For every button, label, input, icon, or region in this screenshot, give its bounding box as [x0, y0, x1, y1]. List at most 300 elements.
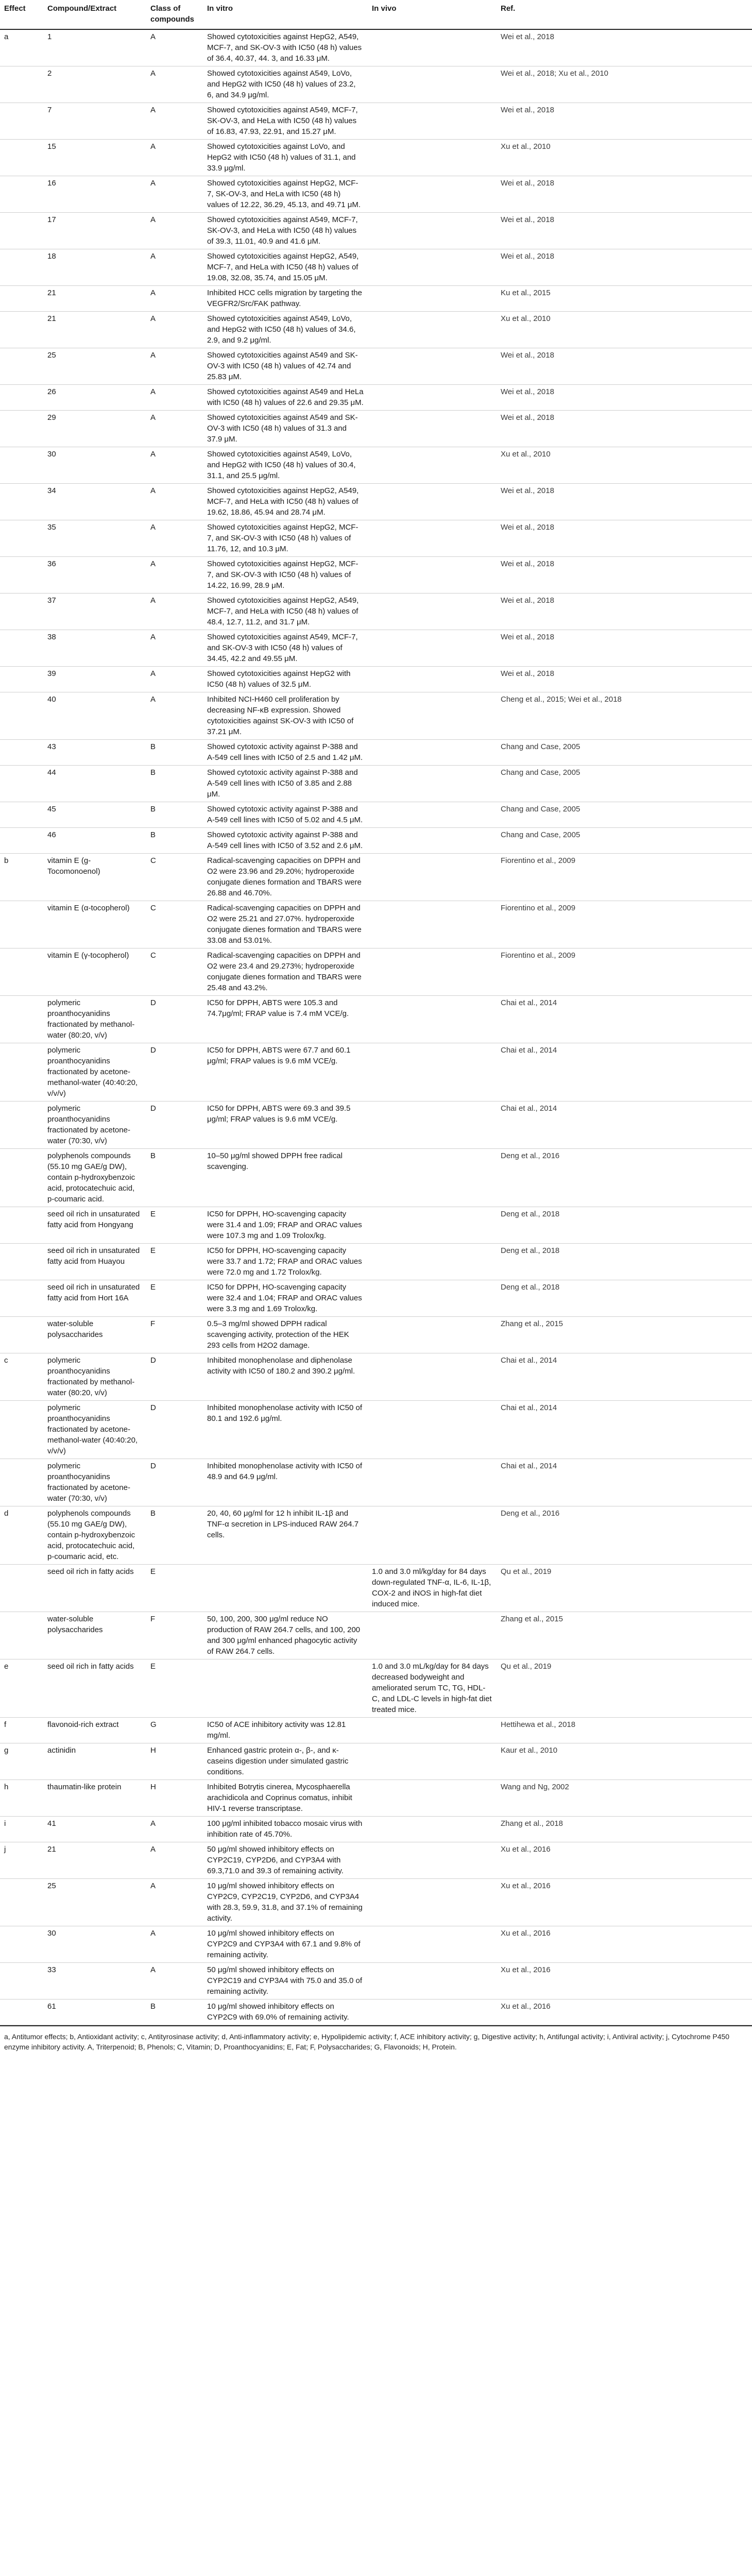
cell-in-vitro: Inhibited NCI-H460 cell proliferation by decreasing NF-κB expression. Showed cytotoxicities against SK-OV-3 with IC50 of 37.21 μM.: [203, 692, 368, 740]
cell-class: C: [146, 854, 203, 901]
cell-in-vivo: [368, 594, 497, 630]
table-row: [0, 176, 752, 213]
cell-in-vitro: Showed cytotoxicities against A549 and SK-OV-3 with IC50 (48 h) values of 42.74 and 25.83 μM.: [203, 348, 368, 385]
cell-in-vitro: Radical-scavenging capacities on DPPH and O2 were 23.96 and 29.20%; hydroperoxide conjugate dienes formation and TBARS were 26.88 and 46.70%.: [203, 854, 368, 901]
cell-effect: [0, 1963, 43, 1999]
cell-compound: polymeric proanthocyanidins fractionated by acetone-methanol-water (40:40:20, v/v/v): [43, 1043, 146, 1101]
cell-compound: 30: [43, 447, 146, 484]
cell-in-vivo: [368, 1926, 497, 1963]
cell-in-vitro: Showed cytotoxicities against A549, MCF-7, SK-OV-3, and HeLa with IC50 (48 h) values of 39.3, 11.01, 40.9 and 41.6 μM.: [203, 213, 368, 249]
cell-compound: water-soluble polysaccharides: [43, 1317, 146, 1353]
header-ref: Ref.: [497, 0, 752, 29]
cell-in-vivo: [368, 948, 497, 996]
cell-in-vivo: [368, 1718, 497, 1743]
table-row: [0, 630, 752, 667]
cell-in-vitro: IC50 for DPPH, ABTS were 105.3 and 74.7μg/ml; FRAP value is 7.4 mM VCE/g.: [203, 996, 368, 1043]
cell-in-vivo: [368, 1879, 497, 1926]
cell-compound: 16: [43, 176, 146, 213]
cell-class: H: [146, 1780, 203, 1817]
table-row: [0, 213, 752, 249]
cell-class: F: [146, 1612, 203, 1659]
cell-class: B: [146, 1506, 203, 1565]
cell-ref: Xu et al., 2016: [497, 1926, 752, 1963]
cell-in-vivo: [368, 557, 497, 594]
table-footnote: a, Antitumor effects; b, Antioxidant activity; c, Antityrosinase activity; d, Anti-inflammatory activity; e, Hypolipidemic activity; f, ACE inhibitory activity; g, Digestive activity; h, Antifungal activity; i, Antiviral activity; j, Cytochrome P450 enzyme inhibitory activity. A, Triterpenoid; B, Phenols; C, Vitamin; D, Proanthocyanidins; E, Fat; F, Polysaccharides; G, Flavonoids; H, Protein.: [0, 2025, 752, 2052]
cell-compound: 18: [43, 249, 146, 286]
cell-compound: 21: [43, 312, 146, 348]
cell-effect: [0, 1459, 43, 1506]
cell-compound: 21: [43, 286, 146, 312]
cell-class: C: [146, 948, 203, 996]
cell-compound: 21: [43, 1842, 146, 1879]
cell-class: A: [146, 411, 203, 447]
cell-in-vivo: [368, 1043, 497, 1101]
cell-in-vitro: Showed cytotoxicities against A549, MCF-7, and SK-OV-3 with IC50 (48 h) values of 34.45, 42.2 and 49.55 μM.: [203, 630, 368, 667]
cell-compound: polyphenols compounds (55.10 mg GAE/g DW), contain p-hydroxybenzoic acid, protocatechuic acid, p-coumaric acid, etc.: [43, 1506, 146, 1565]
cell-in-vivo: [368, 1817, 497, 1842]
table-header: [0, 0, 752, 29]
cell-in-vitro: 20, 40, 60 μg/ml for 12 h inhibit IL-1β and TNF-α secretion in LPS-induced RAW 264.7 cells.: [203, 1506, 368, 1565]
cell-compound: 44: [43, 766, 146, 802]
cell-effect: [0, 740, 43, 766]
cell-compound: actinidin: [43, 1743, 146, 1780]
cell-class: A: [146, 29, 203, 66]
cell-class: E: [146, 1565, 203, 1612]
cell-in-vitro: Inhibited monophenolase activity with IC50 of 48.9 and 64.9 μg/ml.: [203, 1459, 368, 1506]
cell-ref: Chang and Case, 2005: [497, 802, 752, 828]
cell-class: D: [146, 1101, 203, 1149]
cell-effect: [0, 766, 43, 802]
cell-effect: [0, 1149, 43, 1207]
cell-ref: Chai et al., 2014: [497, 996, 752, 1043]
cell-compound: flavonoid-rich extract: [43, 1718, 146, 1743]
cell-effect: i: [0, 1817, 43, 1842]
cell-ref: Zhang et al., 2015: [497, 1612, 752, 1659]
cell-in-vitro: Inhibited monophenolase and diphenolase activity with IC50 of 180.2 and 390.2 μg/ml.: [203, 1353, 368, 1401]
cell-class: A: [146, 667, 203, 692]
table-row: [0, 1842, 752, 1879]
cell-ref: Chai et al., 2014: [497, 1101, 752, 1149]
cell-effect: a: [0, 29, 43, 66]
cell-in-vitro: IC50 for DPPH, HO-scavenging capacity were 33.7 and 1.72; FRAP and ORAC values were 72.0 mg and 1.72 Trolox/kg.: [203, 1244, 368, 1280]
cell-compound: 25: [43, 348, 146, 385]
table-row: [0, 557, 752, 594]
cell-class: A: [146, 484, 203, 520]
cell-ref: Cheng et al., 2015; Wei et al., 2018: [497, 692, 752, 740]
cell-in-vivo: 1.0 and 3.0 mL/kg/day for 84 days decreased bodyweight and ameliorated serum TC, TG, HDL-C, and LDL-C levels in high-fat diet treated mice.: [368, 1659, 497, 1718]
table-row: [0, 286, 752, 312]
cell-compound: 15: [43, 140, 146, 176]
cell-in-vitro: Showed cytotoxic activity against P-388 and A-549 cell lines with IC50 of 2.5 and 1.42 μM.: [203, 740, 368, 766]
cell-in-vivo: [368, 312, 497, 348]
table-row: [0, 1317, 752, 1353]
cell-class: A: [146, 348, 203, 385]
cell-compound: seed oil rich in unsaturated fatty acid from Hongyang: [43, 1207, 146, 1244]
cell-effect: [0, 312, 43, 348]
cell-class: H: [146, 1743, 203, 1780]
table-row: [0, 411, 752, 447]
cell-ref: Deng et al., 2018: [497, 1280, 752, 1317]
cell-ref: Wei et al., 2018: [497, 348, 752, 385]
cell-compound: water-soluble polysaccharides: [43, 1612, 146, 1659]
table-row: [0, 1244, 752, 1280]
cell-in-vivo: [368, 854, 497, 901]
table-body: [0, 29, 752, 2025]
cell-class: A: [146, 1963, 203, 1999]
cell-in-vitro: 50 μg/ml showed inhibitory effects on CYP2C19 and CYP3A4 with 75.0 and 35.0 of remaining activity.: [203, 1963, 368, 1999]
cell-effect: [0, 1244, 43, 1280]
cell-compound: 2: [43, 66, 146, 103]
cell-ref: Wei et al., 2018: [497, 630, 752, 667]
cell-compound: polyphenols compounds (55.10 mg GAE/g DW), contain p-hydroxybenzoic acid, protocatechuic acid, p-coumaric acid.: [43, 1149, 146, 1207]
cell-effect: e: [0, 1659, 43, 1718]
cell-compound: thaumatin-like protein: [43, 1780, 146, 1817]
table-row: [0, 1780, 752, 1817]
cell-effect: [0, 630, 43, 667]
cell-ref: Chai et al., 2014: [497, 1353, 752, 1401]
table-row: [0, 1963, 752, 1999]
cell-compound: seed oil rich in unsaturated fatty acid from Hort 16A: [43, 1280, 146, 1317]
cell-in-vivo: [368, 828, 497, 854]
table-row: [0, 1207, 752, 1244]
table-row: [0, 901, 752, 948]
table-row: [0, 484, 752, 520]
cell-compound: 40: [43, 692, 146, 740]
cell-ref: Xu et al., 2016: [497, 1999, 752, 2025]
cell-in-vitro: IC50 of ACE inhibitory activity was 12.81 mg/ml.: [203, 1718, 368, 1743]
cell-in-vitro: IC50 for DPPH, HO-scavenging capacity were 31.4 and 1.09; FRAP and ORAC values were 107.3 mg and 1.09 Trolox/kg.: [203, 1207, 368, 1244]
header-compound: Compound/Extract: [43, 0, 146, 29]
cell-in-vitro: [203, 1659, 368, 1718]
cell-in-vivo: [368, 1963, 497, 1999]
cell-class: E: [146, 1244, 203, 1280]
cell-in-vivo: [368, 176, 497, 213]
cell-ref: Xu et al., 2010: [497, 140, 752, 176]
cell-ref: Wei et al., 2018: [497, 411, 752, 447]
cell-ref: Zhang et al., 2018: [497, 1817, 752, 1842]
cell-compound: 26: [43, 385, 146, 411]
cell-compound: 38: [43, 630, 146, 667]
cell-effect: g: [0, 1743, 43, 1780]
cell-effect: [0, 286, 43, 312]
cell-class: A: [146, 286, 203, 312]
cell-in-vivo: [368, 249, 497, 286]
cell-effect: [0, 1317, 43, 1353]
table-row: [0, 766, 752, 802]
cell-compound: polymeric proanthocyanidins fractionated by acetone-methanol-water (40:40:20, v/v/v): [43, 1401, 146, 1459]
table-row: [0, 1280, 752, 1317]
cell-in-vivo: [368, 447, 497, 484]
table-row: [0, 1353, 752, 1401]
table-row: [0, 740, 752, 766]
cell-class: A: [146, 385, 203, 411]
cell-effect: [0, 1207, 43, 1244]
table-row: [0, 103, 752, 140]
table-row: [0, 1043, 752, 1101]
cell-class: E: [146, 1280, 203, 1317]
header-in-vitro: In vitro: [203, 0, 368, 29]
cell-in-vivo: [368, 1280, 497, 1317]
cell-in-vitro: Showed cytotoxicities against LoVo, and HepG2 with IC50 (48 h) values of 31.1, and 33.9 μg/ml.: [203, 140, 368, 176]
cell-compound: polymeric proanthocyanidins fractionated by methanol- water (80:20, v/v): [43, 1353, 146, 1401]
cell-compound: 33: [43, 1963, 146, 1999]
cell-ref: Hettihewa et al., 2018: [497, 1718, 752, 1743]
cell-class: A: [146, 520, 203, 557]
cell-in-vivo: [368, 66, 497, 103]
cell-ref: Deng et al., 2018: [497, 1207, 752, 1244]
cell-ref: Deng et al., 2018: [497, 1244, 752, 1280]
cell-compound: 7: [43, 103, 146, 140]
cell-in-vivo: [368, 1244, 497, 1280]
cell-class: A: [146, 1817, 203, 1842]
cell-effect: [0, 140, 43, 176]
table-row: [0, 348, 752, 385]
cell-compound: 46: [43, 828, 146, 854]
cell-in-vivo: [368, 1101, 497, 1149]
cell-effect: j: [0, 1842, 43, 1879]
cell-effect: [0, 996, 43, 1043]
table-row: [0, 29, 752, 66]
cell-class: A: [146, 176, 203, 213]
cell-effect: [0, 557, 43, 594]
cell-in-vitro: Showed cytotoxicities against HepG2, MCF-7, and SK-OV-3 with IC50 (48 h) values of 11.76, 12, and 10.3 μM.: [203, 520, 368, 557]
cell-compound: vitamin E (γ-tocopherol): [43, 948, 146, 996]
cell-in-vitro: 10 μg/ml showed inhibitory effects on CYP2C9 with 69.0% of remaining activity.: [203, 1999, 368, 2025]
cell-effect: [0, 692, 43, 740]
cell-in-vitro: 10 μg/ml showed inhibitory effects on CYP2C9, CYP2C19, CYP2D6, and CYP3A4 with 28.3, 59.9, 31.8, and 37.1% of remaining activity.: [203, 1879, 368, 1926]
cell-compound: 61: [43, 1999, 146, 2025]
cell-in-vivo: [368, 348, 497, 385]
cell-compound: 39: [43, 667, 146, 692]
cell-class: A: [146, 692, 203, 740]
cell-in-vivo: [368, 802, 497, 828]
cell-ref: Wei et al., 2018: [497, 520, 752, 557]
table-row: [0, 948, 752, 996]
cell-in-vivo: [368, 1842, 497, 1879]
cell-in-vitro: Showed cytotoxicities against A549, LoVo, and HepG2 with IC50 (48 h) values of 34.6, 2.9, and 9.2 μg/ml.: [203, 312, 368, 348]
cell-in-vitro: IC50 for DPPH, HO-scavenging capacity were 32.4 and 1.04; FRAP and ORAC values were 3.3 mg and 1.69 Trolox/kg.: [203, 1280, 368, 1317]
table-row: [0, 594, 752, 630]
cell-class: C: [146, 901, 203, 948]
cell-in-vitro: Showed cytotoxicities against A549, MCF-7, SK-OV-3, and HeLa with IC50 (48 h) values of 16.83, 47.93, 22.91, and 15.27 μM.: [203, 103, 368, 140]
cell-compound: 35: [43, 520, 146, 557]
cell-effect: [0, 66, 43, 103]
cell-ref: Xu et al., 2010: [497, 312, 752, 348]
table-row: [0, 447, 752, 484]
cell-compound: 29: [43, 411, 146, 447]
cell-ref: Xu et al., 2016: [497, 1879, 752, 1926]
cell-class: A: [146, 447, 203, 484]
cell-ref: Wang and Ng, 2002: [497, 1780, 752, 1817]
cell-effect: [0, 948, 43, 996]
cell-class: A: [146, 213, 203, 249]
cell-effect: [0, 1565, 43, 1612]
cell-effect: [0, 1401, 43, 1459]
cell-ref: Qu et al., 2019: [497, 1565, 752, 1612]
cell-in-vivo: 1.0 and 3.0 ml/kg/day for 84 days down-regulated TNF-α, IL-6, IL-1β, COX-2 and iNOS in high-fat diet induced mice.: [368, 1565, 497, 1612]
cell-in-vitro: Inhibited monophenolase activity with IC50 of 80.1 and 192.6 μg/ml.: [203, 1401, 368, 1459]
cell-in-vivo: [368, 1999, 497, 2025]
cell-in-vitro: Showed cytotoxicities against A549 and HeLa with IC50 (48 h) values of 22.6 and 29.35 μM.: [203, 385, 368, 411]
cell-class: D: [146, 1353, 203, 1401]
cell-effect: [0, 1043, 43, 1101]
cell-in-vitro: Showed cytotoxicities against HepG2 with IC50 (48 h) values of 32.5 μM.: [203, 667, 368, 692]
table-row: [0, 1743, 752, 1780]
cell-effect: [0, 348, 43, 385]
cell-compound: vitamin E (g-Tocomonoenol): [43, 854, 146, 901]
table-row: [0, 802, 752, 828]
cell-in-vitro: Inhibited HCC cells migration by targeting the VEGFR2/Src/FAK pathway.: [203, 286, 368, 312]
cell-ref: Qu et al., 2019: [497, 1659, 752, 1718]
cell-ref: Xu et al., 2010: [497, 447, 752, 484]
cell-compound: 17: [43, 213, 146, 249]
header-effect: Effect: [0, 0, 43, 29]
cell-compound: polymeric proanthocyanidins fractionated by acetone-water (70:30, v/v): [43, 1459, 146, 1506]
cell-class: D: [146, 1401, 203, 1459]
table-row: [0, 1459, 752, 1506]
header-row: [0, 0, 752, 29]
cell-ref: Fiorentino et al., 2009: [497, 901, 752, 948]
cell-in-vivo: [368, 996, 497, 1043]
table-row: [0, 1879, 752, 1926]
cell-effect: [0, 828, 43, 854]
cell-in-vivo: [368, 1780, 497, 1817]
cell-class: B: [146, 802, 203, 828]
cell-class: A: [146, 140, 203, 176]
cell-in-vivo: [368, 213, 497, 249]
cell-ref: Wei et al., 2018: [497, 213, 752, 249]
cell-effect: [0, 1879, 43, 1926]
cell-in-vitro: Showed cytotoxicities against A549, LoVo, and HepG2 with IC50 (48 h) values of 23.2, 6, and 34.9 μg/ml.: [203, 66, 368, 103]
cell-in-vitro: 10–50 μg/ml showed DPPH free radical scavenging.: [203, 1149, 368, 1207]
cell-in-vitro: [203, 1565, 368, 1612]
cell-effect: [0, 1999, 43, 2025]
cell-in-vitro: Showed cytotoxicities against HepG2, MCF-7, and SK-OV-3 with IC50 (48 h) values of 14.22, 16.99, 28.9 μM.: [203, 557, 368, 594]
cell-in-vitro: 50, 100, 200, 300 μg/ml reduce NO production of RAW 264.7 cells, and 100, 200 and 300 μg/ml enhanced phagocytic activity of RAW 264.7 cells.: [203, 1612, 368, 1659]
cell-in-vitro: Showed cytotoxicities against HepG2, A549, MCF-7, and HeLa with IC50 (48 h) values of 48.4, 12.7, 11.2, and 31.7 μM.: [203, 594, 368, 630]
cell-in-vitro: Showed cytotoxicities against A549 and SK-OV-3 with IC50 (48 h) values of 31.3 and 37.9 μM.: [203, 411, 368, 447]
cell-effect: [0, 1612, 43, 1659]
cell-in-vivo: [368, 1207, 497, 1244]
table-row: [0, 854, 752, 901]
cell-class: B: [146, 1149, 203, 1207]
cell-ref: Wei et al., 2018: [497, 667, 752, 692]
cell-class: A: [146, 557, 203, 594]
cell-in-vivo: [368, 103, 497, 140]
cell-effect: [0, 213, 43, 249]
cell-class: B: [146, 766, 203, 802]
cell-class: A: [146, 630, 203, 667]
cell-in-vitro: Radical-scavenging capacities on DPPH and O2 were 25.21 and 27.07%. hydroperoxide conjugate dienes formation and TBARS were 33.08 and 53.01%.: [203, 901, 368, 948]
cell-in-vitro: Enhanced gastric protein α-, β-, and κ-caseins digestion under simulated gastric conditions.: [203, 1743, 368, 1780]
table-row: [0, 1817, 752, 1842]
table-row: [0, 385, 752, 411]
cell-in-vivo: [368, 1317, 497, 1353]
cell-in-vitro: IC50 for DPPH, ABTS were 67.7 and 60.1 μg/ml; FRAP values is 9.6 mM VCE/g.: [203, 1043, 368, 1101]
cell-in-vitro: 50 μg/ml showed inhibitory effects on CYP2C19, CYP2D6, and CYP3A4 with 69.3,71.0 and 39.3 of remaining activity.: [203, 1842, 368, 1879]
cell-ref: Wei et al., 2018; Xu et al., 2010: [497, 66, 752, 103]
table-row: [0, 1612, 752, 1659]
table-row: [0, 1999, 752, 2025]
cell-compound: 37: [43, 594, 146, 630]
cell-compound: 36: [43, 557, 146, 594]
table-row: [0, 996, 752, 1043]
cell-in-vivo: [368, 740, 497, 766]
cell-ref: Chang and Case, 2005: [497, 828, 752, 854]
cell-ref: Xu et al., 2016: [497, 1842, 752, 1879]
cell-ref: Fiorentino et al., 2009: [497, 948, 752, 996]
cell-in-vivo: [368, 692, 497, 740]
cell-compound: polymeric proanthocyanidins fractionated by methanol- water (80:20, v/v): [43, 996, 146, 1043]
cell-in-vivo: [368, 520, 497, 557]
cell-effect: h: [0, 1780, 43, 1817]
cell-in-vivo: [368, 1459, 497, 1506]
cell-ref: Fiorentino et al., 2009: [497, 854, 752, 901]
cell-class: G: [146, 1718, 203, 1743]
table-row: [0, 1101, 752, 1149]
cell-in-vivo: [368, 29, 497, 66]
cell-effect: [0, 1926, 43, 1963]
cell-compound: 1: [43, 29, 146, 66]
cell-effect: [0, 447, 43, 484]
cell-ref: Wei et al., 2018: [497, 385, 752, 411]
cell-effect: [0, 484, 43, 520]
table-row: [0, 312, 752, 348]
cell-in-vivo: [368, 1743, 497, 1780]
cell-ref: Deng et al., 2016: [497, 1149, 752, 1207]
cell-effect: [0, 176, 43, 213]
header-class: Class of compounds: [146, 0, 203, 29]
cell-compound: 25: [43, 1879, 146, 1926]
cell-class: A: [146, 1926, 203, 1963]
cell-in-vivo: [368, 630, 497, 667]
table-row: [0, 1506, 752, 1565]
cell-class: A: [146, 66, 203, 103]
cell-ref: Wei et al., 2018: [497, 594, 752, 630]
cell-compound: 30: [43, 1926, 146, 1963]
cell-in-vivo: [368, 766, 497, 802]
cell-effect: c: [0, 1353, 43, 1401]
cell-class: D: [146, 1459, 203, 1506]
cell-ref: Wei et al., 2018: [497, 176, 752, 213]
cell-effect: [0, 802, 43, 828]
table-row: [0, 1718, 752, 1743]
cell-class: D: [146, 996, 203, 1043]
cell-compound: 43: [43, 740, 146, 766]
cell-class: B: [146, 1999, 203, 2025]
cell-ref: Chang and Case, 2005: [497, 740, 752, 766]
cell-compound: vitamin E (α-tocopherol): [43, 901, 146, 948]
table-row: [0, 828, 752, 854]
cell-effect: [0, 411, 43, 447]
cell-ref: Wei et al., 2018: [497, 484, 752, 520]
cell-in-vitro: Radical-scavenging capacities on DPPH and O2 were 23.4 and 29.273%; hydroperoxide conjugate dienes formation and TBARS were 25.48 and 43.2%.: [203, 948, 368, 996]
table-row: [0, 1659, 752, 1718]
cell-compound: seed oil rich in fatty acids: [43, 1565, 146, 1612]
cell-in-vitro: Showed cytotoxic activity against P-388 and A-549 cell lines with IC50 of 3.85 and 2.88 μM.: [203, 766, 368, 802]
cell-class: A: [146, 312, 203, 348]
cell-in-vivo: [368, 140, 497, 176]
table-row: [0, 520, 752, 557]
cell-in-vitro: Showed cytotoxicities against HepG2, A549, MCF-7, and HeLa with IC50 (48 h) values of 19.08, 32.08, 35.74, and 15.05 μM.: [203, 249, 368, 286]
cell-ref: Chang and Case, 2005: [497, 766, 752, 802]
table-row: [0, 1149, 752, 1207]
cell-compound: polymeric proanthocyanidins fractionated by acetone-water (70:30, v/v): [43, 1101, 146, 1149]
cell-in-vitro: Showed cytotoxicities against HepG2, MCF-7, SK-OV-3, and HeLa with IC50 (48 h) values of 12.22, 36.29, 45.13, and 49.71 μM.: [203, 176, 368, 213]
cell-class: A: [146, 594, 203, 630]
cell-compound: 41: [43, 1817, 146, 1842]
cell-class: E: [146, 1659, 203, 1718]
